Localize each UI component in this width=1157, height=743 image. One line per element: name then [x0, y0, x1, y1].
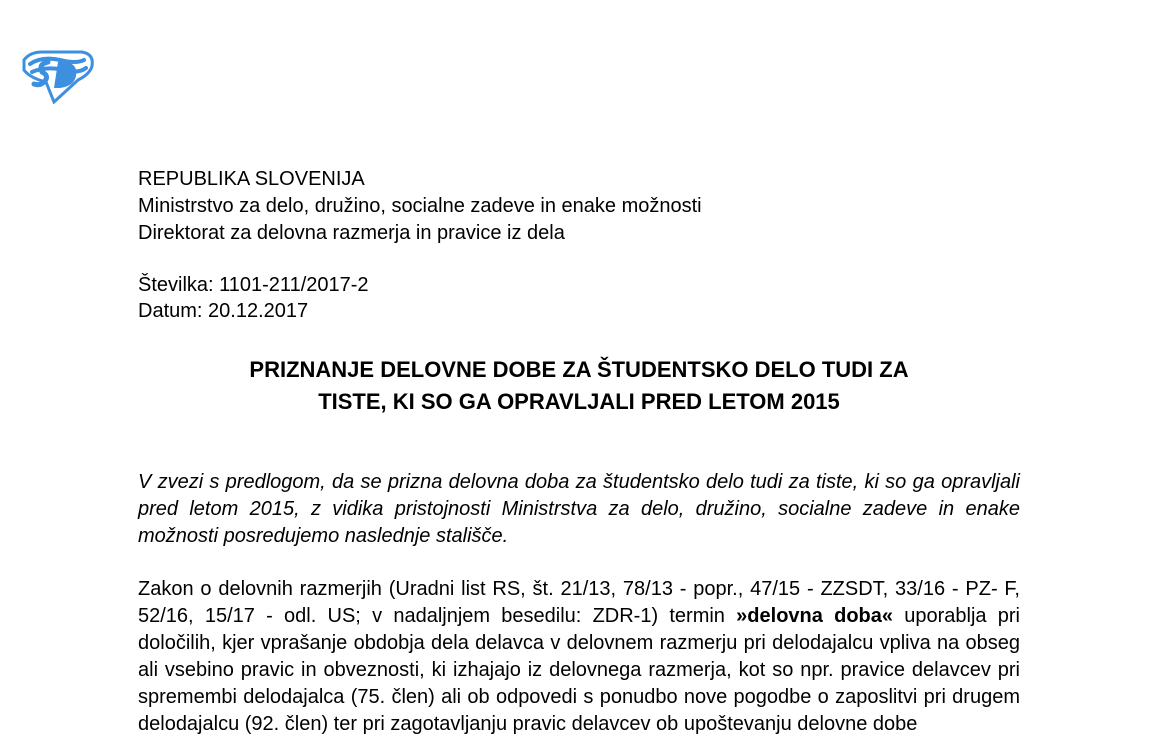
document-number: Številka: 1101-211/2017-2 [138, 274, 369, 296]
letterhead [138, 166, 702, 247]
body-paragraph [138, 576, 1020, 738]
body-text-continued: uporablja pri določilih, kjer vprašanje obdobja dela delavca v delovnem razmerju pri delodajalcu vpliva na obseg ali vsebino pravic in obveznosti, ki izhajajo iz delovnega razmerja, kot so npr. pravice delavcev pri spremembi delodajalca (75. člen) ali ob odpovedi s ponudbo nove pogodbe o zaposlitvi pri drugem delodajalcu (92. člen) ter pri zagotavljanju pravic delavcev ob upoštevanju delovne dobe [138, 605, 1021, 735]
body-term-bold: »delovna doba« [736, 605, 894, 627]
document-title-line-1: PRIZNANJE DELOVNE DOBE ZA ŠTUDENTSKO DELO TUDI ZA [249, 357, 909, 382]
document-meta [138, 272, 369, 324]
letterhead-directorate: Direktorat za delovna razmerja in pravice iz dela [138, 222, 565, 244]
letterhead-country: REPUBLIKA SLOVENIJA [138, 168, 365, 190]
body-text-start: Zakon o delovnih razmerjih (Uradni list RS, št. 21/13, 78/13 - popr., 47/15 - ZZSDT, 33/16 - PZ- F, 52/16, 15/17 - odl. US; v nadaljnjem besedilu: ZDR-1) termin [138, 578, 1020, 627]
ministry-logo [20, 48, 96, 104]
lead-paragraph: V zvezi s predlogom, da se prizna delovna doba za študentsko delo tudi za tiste, ki so ga opravljali pred letom 2015, z vidika pristojnosti Ministrstva za delo, družino, socialne zadeve in enake možnosti posredujemo naslednje stališče. [138, 471, 1020, 547]
document-title [138, 354, 1020, 418]
document-title-line-2: TISTE, KI SO GA OPRAVLJALI PRED LETOM 2015 [318, 389, 840, 414]
letterhead-ministry: Ministrstvo za delo, družino, socialne zadeve in enake možnosti [138, 195, 702, 217]
document-date: Datum: 20.12.2017 [138, 300, 309, 322]
